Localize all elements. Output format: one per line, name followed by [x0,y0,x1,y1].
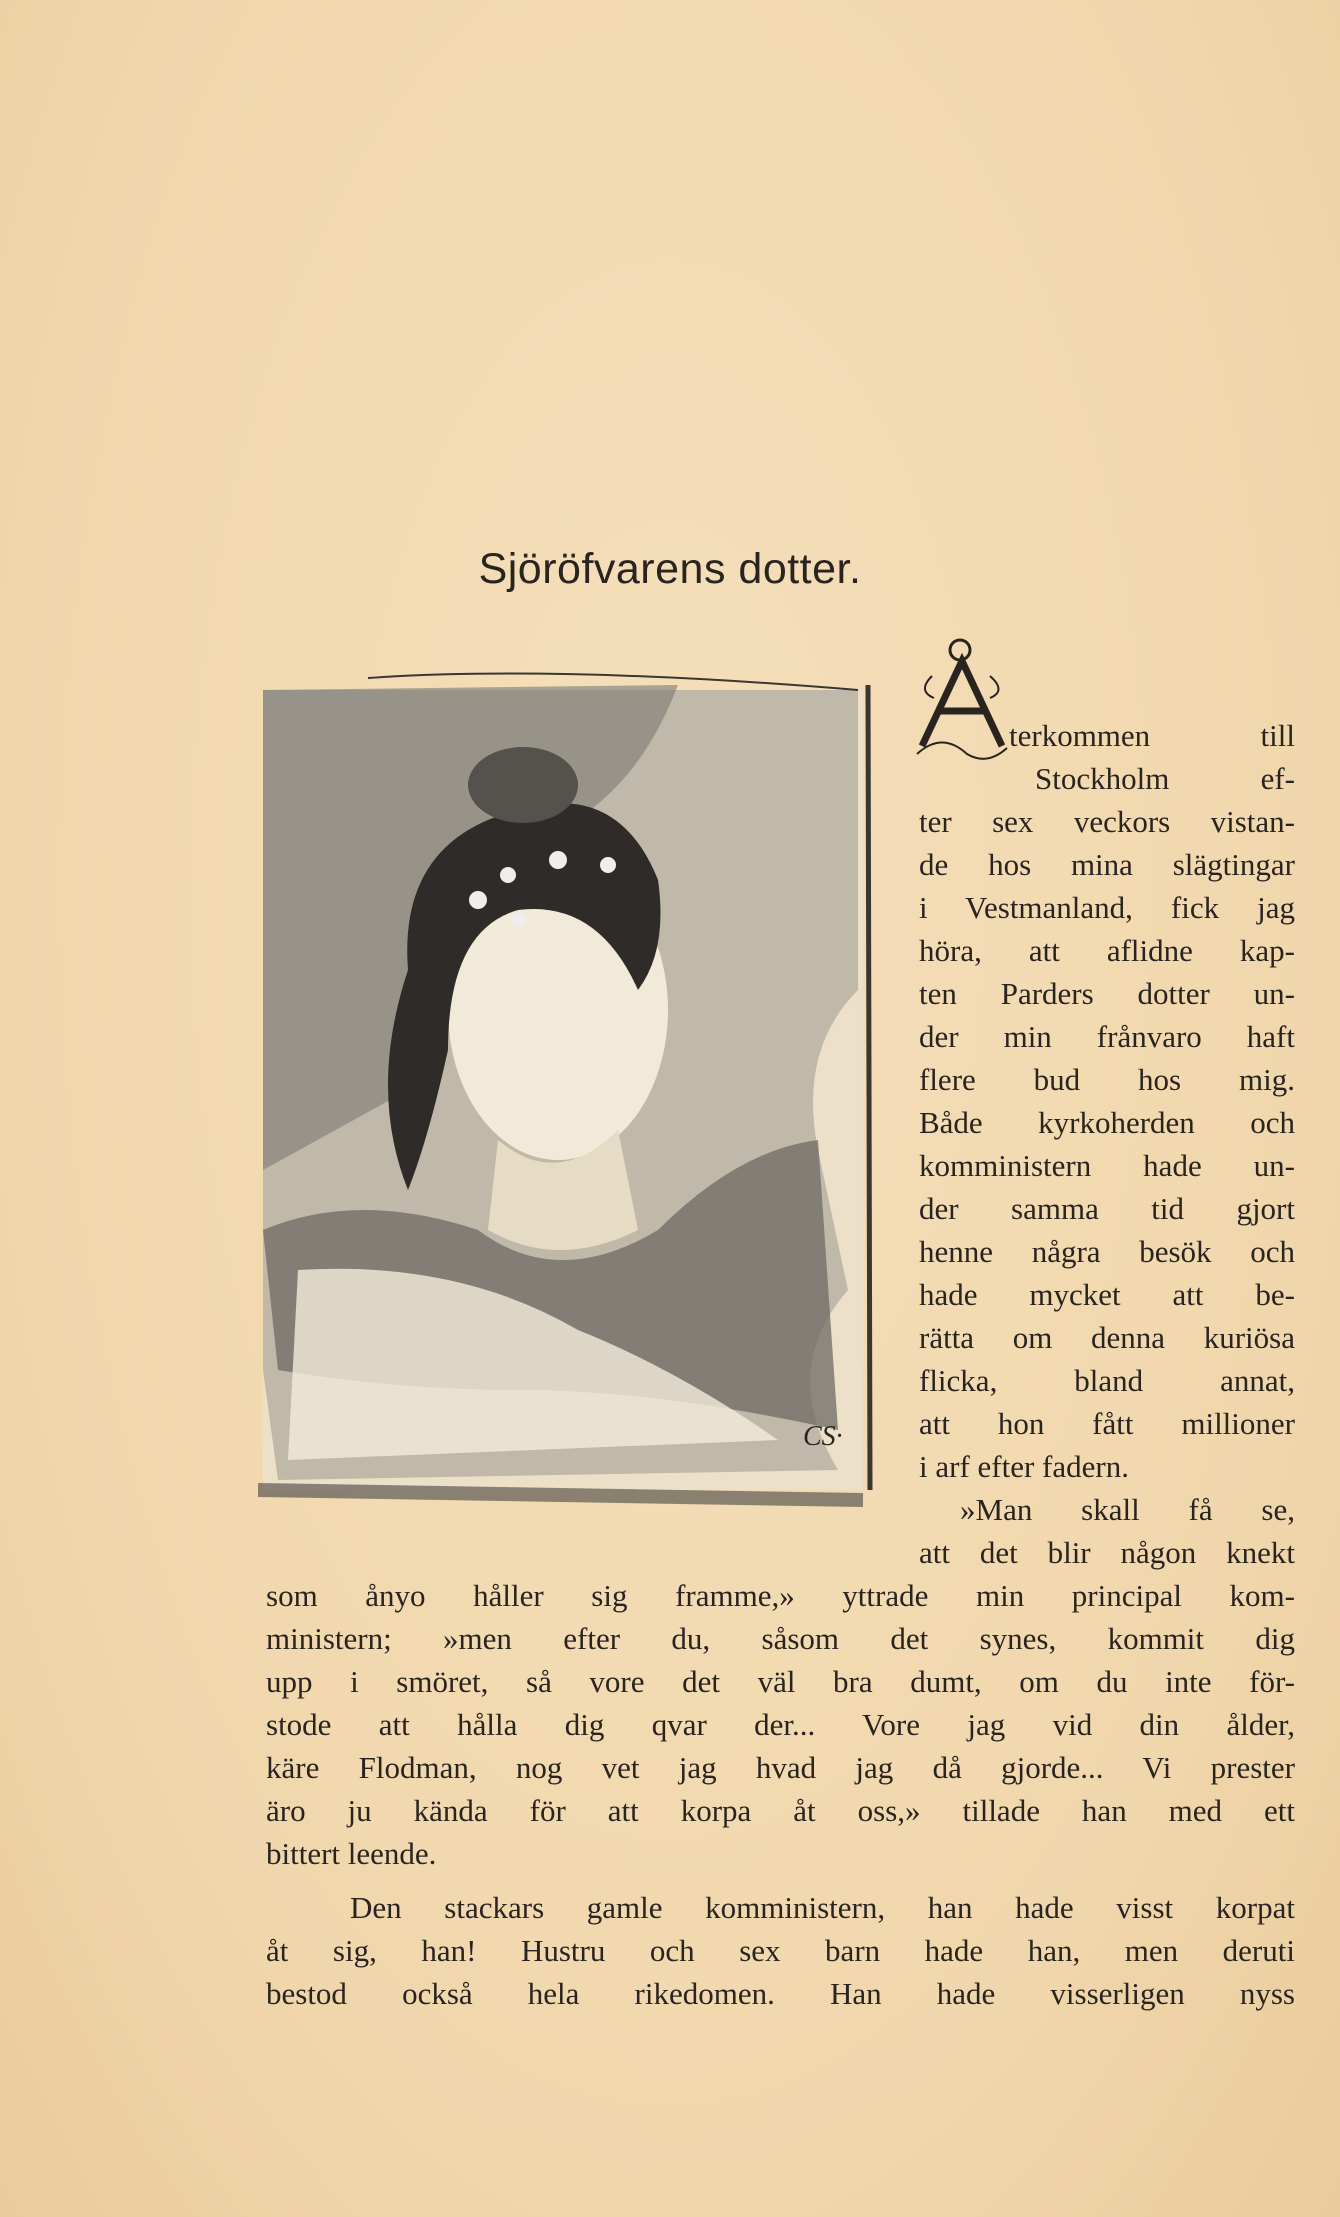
text-line: som ånyo håller sig framme,» yttrade min principal kom- [266,1578,1295,1613]
text-line: rätta om denna kuriösa [919,1320,1295,1355]
artist-signature: CS· [803,1421,843,1452]
hair-bun [468,747,578,823]
text-line: Den stackars gamle komministern, han hade visst korpat [350,1890,1295,1925]
text-line: terkommen till [1009,718,1295,753]
text-line: flicka, bland annat, [919,1363,1295,1398]
text-line: att hon fått millioner [919,1406,1295,1441]
text-line: äro ju kända för att korpa åt oss,» tillade han med ett [266,1793,1295,1828]
portrait-illustration [258,670,883,1520]
text-line: der samma tid gjort [919,1191,1295,1226]
text-line: flere bud hos mig. [919,1062,1295,1097]
text-line: käre Flodman, nog vet jag hvad jag då gjorde... Vi prester [266,1750,1295,1785]
text-line: i Vestmanland, fick jag [919,890,1295,925]
ornamental-drop-cap [912,636,1012,766]
text-line: i arf efter fadern. [919,1449,1129,1484]
text-line: der min frånvaro haft [919,1019,1295,1054]
text-line: att det blir någon knekt [919,1535,1295,1570]
text-line: henne några besök och [919,1234,1295,1269]
text-line: höra, att aflidne kap- [919,933,1295,968]
text-line: Stockholm ef- [1035,761,1295,796]
text-line: ten Parders dotter un- [919,976,1295,1011]
text-line: stode att hålla dig qvar der... Vore jag vid din ålder, [266,1707,1295,1742]
text-line: åt sig, han! Hustru och sex barn hade han, men deruti [266,1933,1295,1968]
text-line: »Man skall få se, [960,1492,1295,1527]
text-line: bittert leende. [266,1836,437,1871]
text-line: komministern hade un- [919,1148,1295,1183]
text-line: ter sex veckors vistan- [919,804,1295,839]
text-line: ministern; »men efter du, såsom det synes, kommit dig [266,1621,1295,1656]
chapter-title: Sjöröfvarens dotter. [478,545,862,593]
text-line: Både kyrkoherden och [919,1105,1295,1140]
text-line: de hos mina slägtingar [919,847,1295,882]
text-line: bestod också hela rikedomen. Han hade visserligen nyss [266,1976,1295,2011]
text-line: upp i smöret, så vore det väl bra dumt, om du inte för- [266,1664,1295,1699]
text-line: hade mycket att be- [919,1277,1295,1312]
